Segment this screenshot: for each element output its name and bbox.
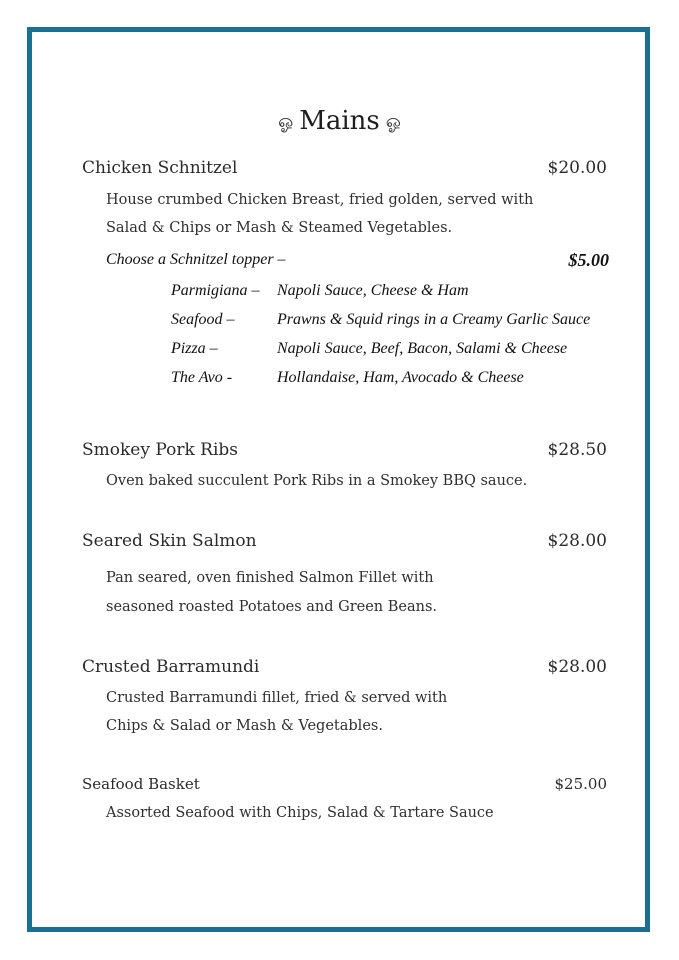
topper-price: $5.00: [568, 250, 609, 270]
item-name-seafood-basket: Seafood Basket: [82, 775, 200, 793]
item-price-crusted-barramundi: $28.00: [547, 657, 607, 677]
item-desc-line: seasoned roasted Potatoes and Green Beans.: [106, 599, 438, 615]
item-desc-line: Pan seared, oven finished Salmon Fillet with: [106, 570, 434, 586]
item-desc-line: Oven baked succulent Pork Ribs in a Smokey BBQ sauce.: [106, 473, 528, 489]
right-ornament-icon: ஓ: [385, 111, 401, 132]
topper-option-desc: Prawns & Squid rings in a Creamy Garlic Sauce: [277, 311, 591, 328]
topper-option-name: Pizza –: [171, 340, 218, 357]
item-name-smokey-pork-ribs: Smokey Pork Ribs: [82, 440, 239, 460]
page-title: [0, 104, 679, 139]
item-price-seared-skin-salmon: $28.00: [547, 531, 607, 551]
mains-heading: Mains: [299, 106, 380, 136]
topper-option-desc: Hollandaise, Ham, Avocado & Cheese: [277, 369, 524, 386]
item-desc-line: Assorted Seafood with Chips, Salad & Tartare Sauce: [106, 805, 494, 821]
left-ornament-icon: ஓ: [278, 111, 294, 132]
topper-option-desc: Napoli Sauce, Beef, Bacon, Salami & Cheese: [277, 340, 568, 357]
item-price-chicken-schnitzel: $20.00: [547, 158, 607, 178]
item-desc-line: Crusted Barramundi fillet, fried & served with: [106, 690, 448, 706]
item-desc-line: Salad & Chips or Mash & Steamed Vegetables.: [106, 220, 453, 236]
topper-option-name: The Avo -: [171, 369, 233, 386]
item-name-chicken-schnitzel: Chicken Schnitzel: [82, 158, 238, 178]
topper-option-name: Parmigiana –: [171, 282, 260, 299]
topper-option-name: Seafood –: [171, 311, 235, 328]
item-name-seared-skin-salmon: Seared Skin Salmon: [82, 531, 257, 551]
item-desc-line: House crumbed Chicken Breast, fried golden, served with: [106, 192, 534, 208]
item-name-crusted-barramundi: Crusted Barramundi: [82, 657, 260, 677]
topper-option-desc: Napoli Sauce, Cheese & Ham: [277, 282, 469, 299]
item-price-seafood-basket: $25.00: [554, 775, 607, 793]
topper-label: Choose a Schnitzel topper –: [106, 251, 286, 268]
item-price-smokey-pork-ribs: $28.50: [547, 440, 607, 460]
item-desc-line: Chips & Salad or Mash & Vegetables.: [106, 718, 383, 734]
